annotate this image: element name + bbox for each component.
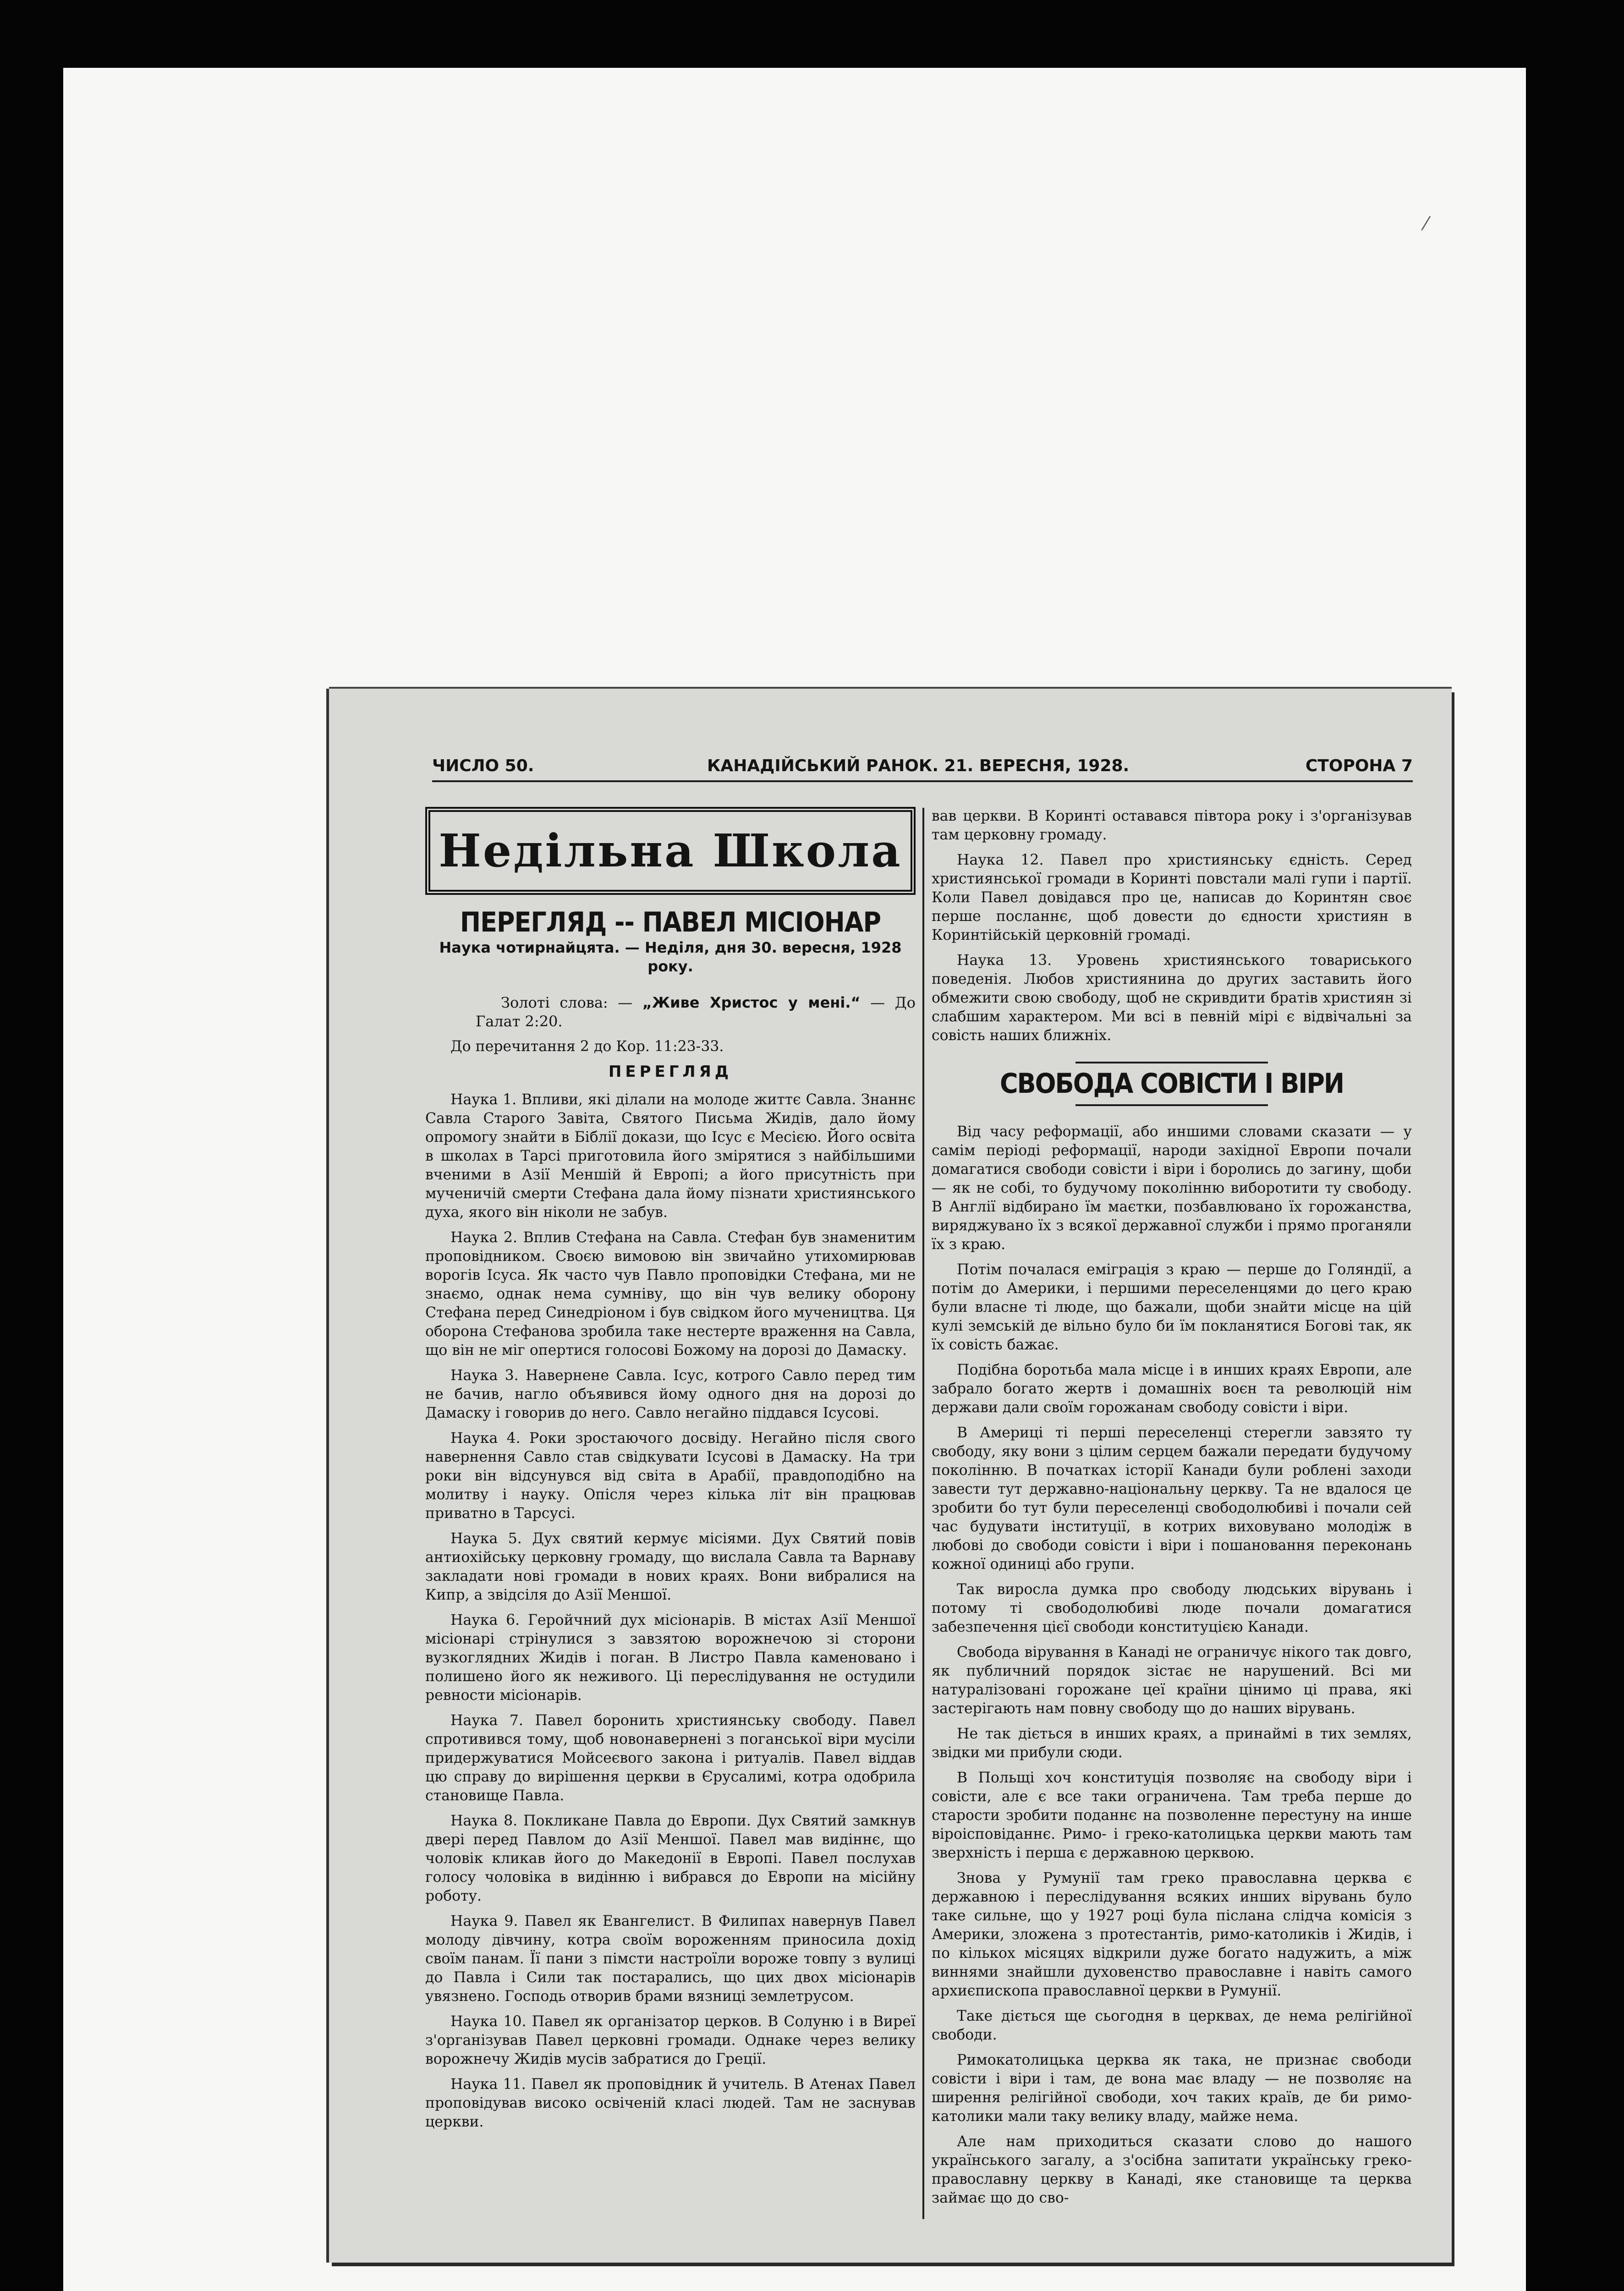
article-paragraph: Римокатолицька церква як така, не признає свободи совісти і віри і там, де вона має владу — не позволяє на ширення релігійної свободи, хоч таких країв, де би римо-католики мали таку велику владу, майже нема. <box>932 2052 1412 2125</box>
headline-divider-top <box>1075 1062 1268 1063</box>
article-paragraph: Так виросла думка про свободу людських вірувань і потому ті свободолюбиві люде почали домагатися забезпечення цієї свободи конституцією Канади. <box>932 1581 1412 1635</box>
article-paragraph: Таке діється ще сьогодня в церквах, де нема релігійної свободи. <box>932 2008 1412 2043</box>
page-header <box>432 753 1413 782</box>
article-paragraph: Від часу реформації, або иншими словами сказати — у самім періоді реформації, народи західної Европи почали домагатися свободи совісти і віри і боролись до загину, щоби — як не собі, то будучому поколінню виборотити ту свободу. В Англії відбирано їм маєтки, позбавлювано їх горожанства, виряджувано їх з всякої державної служби і прямо проганяли їх з краю. <box>932 1124 1412 1253</box>
lesson-paragraph: Наука 2. Вплив Стефана на Савла. Стефан був знаменитим проповідником. Своєю вимовою він звичайно утихомирював ворогів Ісуса. Як часто чув Павло проповідки Стефана, ми не знаємо, однак нема сумніву, що він чув велику оборону Стефана перед Синедріоном і був свідком його мучеництва. Ця оборона Стефанова зробила таке нестерте враження на Савла, що він не міг опертися голосові Божому на дорозі до Дамаску. <box>425 1229 916 1359</box>
left-column <box>425 807 916 2138</box>
headline-divider-bottom <box>1075 1104 1268 1106</box>
issue-number: ЧИСЛО 50. <box>432 756 534 775</box>
reading-reference: До перечитання 2 до Кор. 11:23-33. <box>450 1038 724 1055</box>
column-rule <box>922 808 924 2219</box>
golden-reference: — До Галат 2:20. <box>476 994 916 1030</box>
publication-dateline: КАНАДІЙСЬКИЙ РАНОК. 21. ВЕРЕСНЯ, 1928. <box>707 756 1130 775</box>
section-heading: ПЕРЕГЛЯД <box>608 1063 733 1081</box>
lesson-paragraph: Наука 3. Навернене Савла. Ісус, котрого Савло перед тим не бачив, нагло объявився йому одного дня на дорозі до Дамаску і говорив до него. Савло негайно піддався Ісусові. <box>425 1367 916 1421</box>
lesson-paragraph: Наука 6. Геройчний дух місіонарів. В містах Азії Меншої місіонарі стрінулися з завзятою ворожнечою зі сторони вузкоглядних Жидів і поган. В Листро Павла каменовано і полишено його як неживого. Ці переслідування не остудили ревности місіонарів. <box>425 1612 916 1704</box>
right-column <box>932 807 1412 2214</box>
lesson-paragraph: Наука 1. Впливи, які ділали на молоде життє Савла. Знаннє Савла Старого Завіта, Святого Письма Жидів, дало йому опромогу знайти в Біблії докази, що Ісус є Месією. Його освіта в школах в Тарсі приготовила його змірятися з найбільшими вченими в Азії Меншій й Европі; а його присутність при мученичій смерти Стефана дала йому пізнати християнського духа, якого він ніколи не забув. <box>425 1091 916 1221</box>
lesson-paragraph: Наука 4. Роки зростаючого досвіду. Негайно після свого навернення Савло став свідкувати Ісусові в Дамаску. На три роки він відсунувся від світа в Арабії, правдоподібно на молитву і науку. Опісля через кілька літ він працював приватно в Тарсусі. <box>425 1430 916 1522</box>
lesson-paragraph: Наука 7. Павел боронить християнську свободу. Павел спротивився тому, щоб новонавернені з поганської віри мусіли придержуватися Мойсеєвого закона і ритуалів. Павел віддав цю справу до вирішення церкви в Єрусалимі, котра одобрила становище Павла. <box>425 1712 916 1804</box>
freedom-headline: СВОБОДА СОВІСТИ І ВІРИ <box>999 1068 1344 1100</box>
lesson-paragraph: Наука 12. Павел про християнську єдність. Серед християнської громади в Коринті повстали малі гупи і партії. Коли Павел довідався про це, написав до Коринтян своє перше посланнє, щоб довести до єдности християн в Коринтійській церковній громаді. <box>932 852 1412 943</box>
newspaper-page <box>329 689 1452 2263</box>
lesson-paragraph: Наука 5. Дух святий кермує місіями. Дух Святий повів антиохійську церковну громаду, що вислала Савла та Варнаву закладати нові громади в нових краях. Вони вибралися на Кипр, а звідсіля до Азії Меншої. <box>425 1530 916 1603</box>
golden-text <box>425 993 916 1031</box>
golden-quote: „Живе Христос у мені.“ <box>642 994 861 1011</box>
article-headline: ПЕРЕГЛЯД -- ПАВЕЛ МІСІОНАР <box>460 906 881 938</box>
page-number: СТОРОНА 7 <box>1305 756 1413 775</box>
article-paragraph: Свобода вірування в Канаді не ограничує нікого так довго, як публичний порядок зістає не нарушений. Всі ми натуралізовані горожане цеї країни цінимо ці права, які застерігають нам повну свободу що до наших вірувань. <box>932 1644 1412 1717</box>
article-paragraph: В Польщі хоч конституція позволяє на свободу віри і совісти, але є все таки ограничена. Там треба перше до старости зробити поданнє на позволенне перестуну на инше віроісповіданнє. Римо- і греко-католицька церкви мають там зверхність і перша є державною церквою. <box>932 1770 1412 1861</box>
lesson-subhead: Наука чотирнайцята. — Неділя, дня 30. вересня, 1928 року. <box>439 939 902 975</box>
article-paragraph: Але нам приходиться сказати слово до нашого українського загалу, а з'осібна запитати українську греко-православну церкву в Канаді, яке становище та церква займає що до сво- <box>932 2133 1412 2206</box>
golden-label: Золоті слова: — <box>501 994 642 1011</box>
lesson-paragraph: Наука 13. Уровень християнського товариського поведенія. Любов християнина до других заставить його обмежити свою свободу, щоб не скривдити братів християн зі слабшим характером. Ми всі в певній мірі є відвічальні за совість наших ближніх. <box>932 952 1412 1044</box>
lesson-paragraph: Наука 11. Павел як проповідник й учитель. В Атенах Павел проповідував високо освіченій класі людей. Там не заснував церкви. <box>425 2076 916 2130</box>
article-paragraph: В Америці ті перші переселенці стерегли завзято ту свободу, яку вони з цілим серцем бажали передати будучому поколінню. В початках історії Канади були роблені заходи завести тут державно-національну церкву. Та не вдалося це зробити бо тут були переселенці свободолюбиві і почали сей час будувати інституції, в котрих виховувано молодіж в любові до свободи совісти і віри і пошановання переконань кожної одиниці або групи. <box>932 1425 1412 1573</box>
article-paragraph: Не так діється в инших краях, а принаймі в тих землях, звідки ми прибули сюди. <box>932 1726 1412 1761</box>
sunday-school-masthead: Недільна Школа <box>425 807 916 895</box>
lesson-paragraph: Наука 10. Павел як організатор церков. В Солуню і в Виреї з'організував Павел церковні громади. Однаке через велику ворожнечу Жидів мусів забратися до Греції. <box>425 2013 916 2067</box>
article-paragraph: Потім почалася еміграція з краю — перше до Голяндії, а потім до Америки, і першими переселенцями до цего краю були власне ті люде, що бажали, щоби знайти місце на цій кулі земській де вільно було би їм покланятися Богові так, як їх совість бажає. <box>932 1261 1412 1353</box>
lesson-paragraph: Наука 8. Покликане Павла до Европи. Дух Святий замкнув двері перед Павлом до Азії Меншої. Павел мав видіннє, що чоловік кликав його до Македонії в Европі. Павел послухав голосу чоловіка в видінню і вибрався до Европи на місійну роботу. <box>425 1813 916 1904</box>
article-paragraph: Знова у Румунії там греко православна церква є державною і переслідування всяких инших вірувань було таке сильне, що у 1927 році була післана слідча комісія з Америки, зложена з протестантів, римо-католиків і Жидів, і по кількох місяцях відкрили дуже богато надужить, а між виннями знайшли духовенство православне і навіть самого архиєпископа православної церкви в Румунії. <box>932 1870 1412 1999</box>
film-frame <box>63 68 1526 2291</box>
lesson-paragraph: Наука 9. Павел як Евангелист. В Филипах навернув Павел молоду дівчину, котра своїм вороженням приносила дохід своїм панам. Її пани з пімсти настроїли вороже товпу з вулиці до Павла і Сили так постарались, що цих двох місіонарів увязнено. Господь отворив брами вязниці землетрусом. <box>425 1913 916 2005</box>
article-paragraph: Подібна боротьба мала місце і в инших краях Европи, але забрало богато жертв і домашніх воєн та революцій нім держави дали своїм горожанам свободу совісти і віри. <box>932 1362 1412 1416</box>
continued-paragraph: вав церкви. В Коринті оставався півтора року і з'організував там церковну громаду. <box>932 808 1412 843</box>
film-speck-icon: ⁄ <box>1424 214 1427 235</box>
